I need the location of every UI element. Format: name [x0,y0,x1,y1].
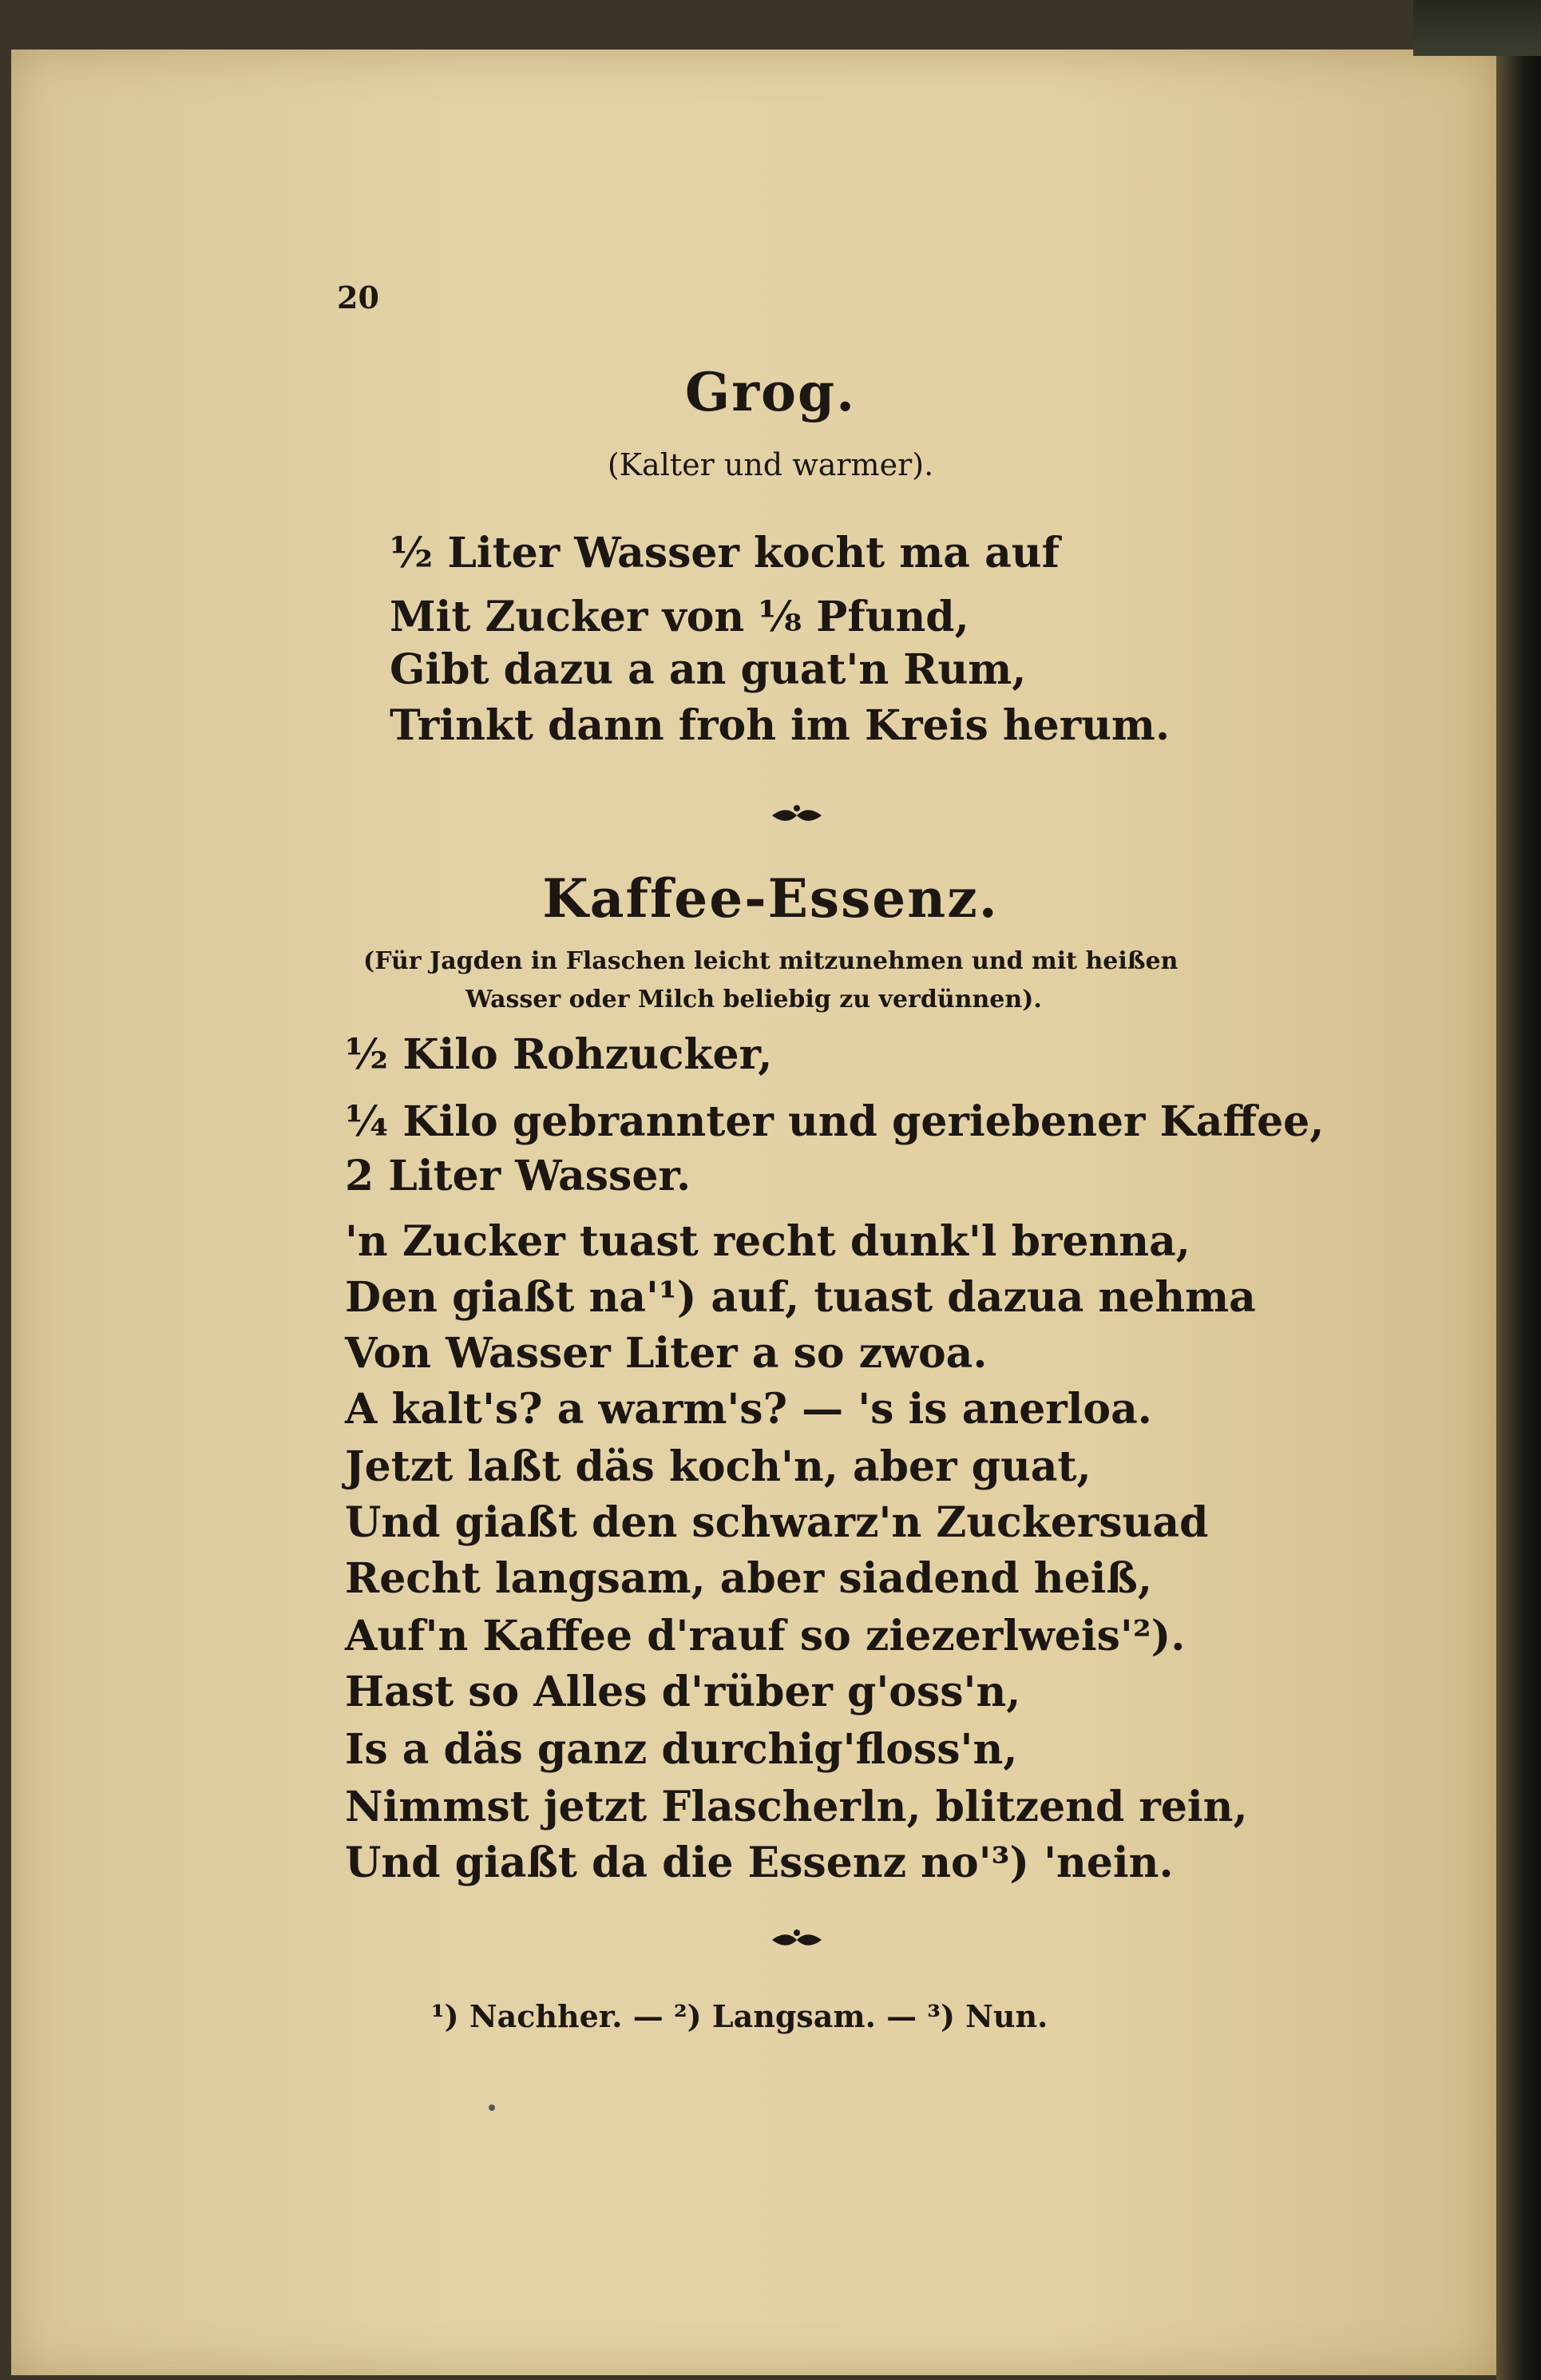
grog-title: Grog. [684,361,857,423]
grog-subtitle: (Kalter und warmer). [607,447,934,482]
verse-line: Hast so Alles d'rüber g'oss'n, [345,1668,1021,1716]
kaffee-title: Kaffee-Essenz. [542,867,999,930]
verse-line: Recht langsam, aber siadend heiß, [345,1554,1153,1603]
kaffee-note-line: (Für Jagden in Flaschen leicht mitzunehmen und mit heißen [363,947,1179,975]
kaffee-note-line: Wasser oder Milch beliebig zu verdünnen). [465,986,1042,1013]
fleuron-ornament-icon [769,1928,825,1952]
verse-line: Nimmst jetzt Flascherln, blitzend rein, [345,1783,1248,1831]
verse-line: A kalt's? a warm's? — 's is anerloa. [345,1385,1152,1434]
ink-speck [489,2104,495,2111]
ingredient-line: ¼ Kilo gebrannter und geriebener Kaffee, [345,1097,1325,1146]
verse-line: Jetzt laßt däs koch'n, aber guat, [345,1442,1091,1491]
verse-line: Auf'n Kaffee d'rauf so ziezerlweis'²). [345,1612,1186,1660]
verse-line: Von Wasser Liter a so zwoa. [345,1329,988,1378]
verse-line: Und giaßt da die Essenz no'³) 'nein. [345,1839,1174,1887]
ingredient-line: 2 Liter Wasser. [345,1152,691,1200]
grog-line: Mit Zucker von ⅛ Pfund, [390,593,969,641]
verse-line: Is a däs ganz durchig'floss'n, [345,1725,1018,1774]
verse-line: Den giaßt na'¹) auf, tuast dazua nehma [345,1273,1256,1322]
grog-line: Trinkt dann froh im Kreis herum. [390,701,1171,750]
corner-shadow [1413,0,1541,56]
kaffee-note [363,942,1250,1019]
page-number: 20 [337,280,379,315]
footnotes: ¹) Nachher. — ²) Langsam. — ³) Nun. [431,1998,1048,2034]
verse-line: Und giaßt den schwarz'n Zuckersuad [345,1498,1209,1547]
grog-line: ½ Liter Wasser kocht ma auf [390,529,1060,577]
verse-line: 'n Zucker tuast recht dunk'l brenna, [345,1217,1190,1266]
grog-line: Gibt dazu a an guat'n Rum, [390,645,1027,694]
ingredient-line: ½ Kilo Rohzucker, [345,1030,773,1079]
fleuron-ornament-icon [769,803,825,827]
